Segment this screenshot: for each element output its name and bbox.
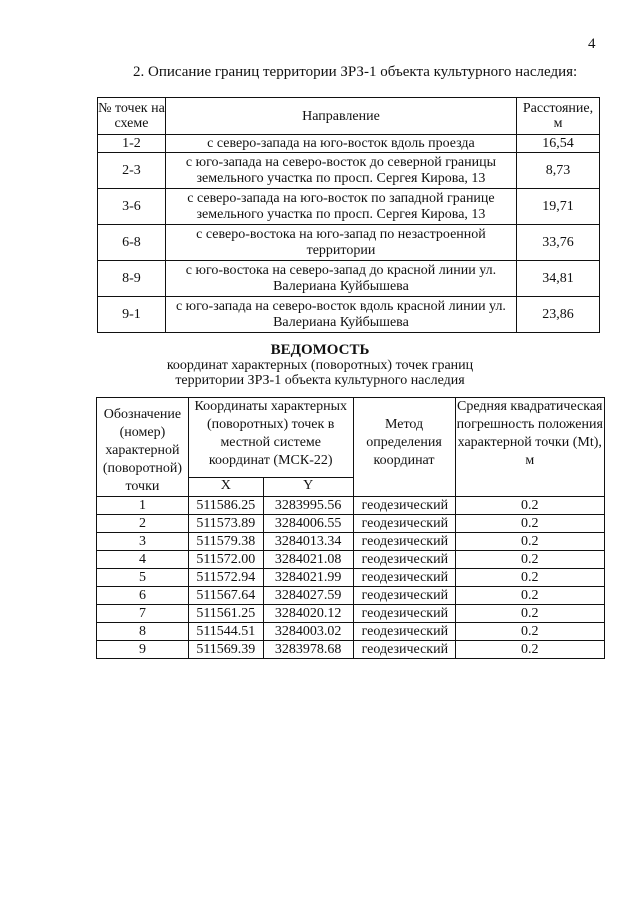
table-row [98,261,600,297]
table-row [97,641,605,659]
direction-cell: с северо-запада на юго-восток вдоль проезда [165,135,516,153]
direction-table [97,97,600,333]
point-number: 4 [97,551,189,569]
point-cell: 2-3 [98,153,166,189]
method-value: геодезический [353,605,455,623]
x-value: 511579.38 [188,533,263,551]
vedomost-subtitle-line1: координат характерных (поворотных) точек границ [166,358,474,373]
header-direction: Направление [165,98,516,135]
y-value: 3284013.34 [263,533,353,551]
point-number: 6 [97,587,189,605]
x-value: 511567.64 [188,587,263,605]
method-value: геодезический [353,551,455,569]
distance-cell: 8,73 [517,153,600,189]
point-cell: 9-1 [98,297,166,333]
vedomost-title: ВЕДОМОСТЬ [270,342,370,358]
y-value: 3284021.08 [263,551,353,569]
table-row [97,515,605,533]
method-value: геодезический [353,623,455,641]
table-row [97,569,605,587]
error-value: 0.2 [455,587,604,605]
method-value: геодезический [353,497,455,515]
table-row [97,533,605,551]
y-value: 3283978.68 [263,641,353,659]
error-value: 0.2 [455,533,604,551]
error-value: 0.2 [455,641,604,659]
method-value: геодезический [353,587,455,605]
distance-cell: 19,71 [517,189,600,225]
distance-cell: 34,81 [517,261,600,297]
point-cell: 6-8 [98,225,166,261]
table-row [97,587,605,605]
table-row [98,135,600,153]
vedomost-heading [0,343,640,388]
header-y: Y [263,478,353,497]
table-row [98,153,600,189]
x-value: 511569.39 [188,641,263,659]
header-coordinates: Координаты характерных (поворотных) точек в местной системе координат (МСК-22) [188,398,353,478]
distance-cell: 33,76 [517,225,600,261]
x-value: 511586.25 [188,497,263,515]
table-row [97,605,605,623]
vedomost-subtitle-line2: территории ЗРЗ-1 объекта культурного наследия [175,373,465,388]
table-row [97,551,605,569]
error-value: 0.2 [455,623,604,641]
method-value: геодезический [353,515,455,533]
direction-cell: с юго-запада на северо-восток вдоль красной линии ул. Валериана Куйбышева [165,297,516,333]
x-value: 511572.94 [188,569,263,587]
coordinates-table [96,397,605,659]
direction-cell: с юго-востока на северо-запад до красной линии ул. Валериана Куйбышева [165,261,516,297]
error-value: 0.2 [455,551,604,569]
method-value: геодезический [353,533,455,551]
y-value: 3283995.56 [263,497,353,515]
direction-cell: с юго-запада на северо-восток до северной границы земельного участка по просп. Сергея Кирова, 13 [165,153,516,189]
y-value: 3284006.55 [263,515,353,533]
header-designation: Обозначение (номер) характерной (поворотной) точки [97,398,189,497]
table-row [98,297,600,333]
header-point: № точек на схеме [98,98,166,135]
header-method: Метод определения координат [353,398,455,497]
x-value: 511561.25 [188,605,263,623]
method-value: геодезический [353,641,455,659]
point-number: 8 [97,623,189,641]
y-value: 3284020.12 [263,605,353,623]
y-value: 3284027.59 [263,587,353,605]
y-value: 3284003.02 [263,623,353,641]
table-row [98,189,600,225]
section-title: 2. Описание границ территории ЗРЗ-1 объекта культурного наследия: [133,64,578,80]
point-cell: 8-9 [98,261,166,297]
table-row [97,623,605,641]
x-value: 511572.00 [188,551,263,569]
point-number: 7 [97,605,189,623]
direction-cell: с северо-запада на юго-восток по западной границе земельного участка по просп. Сергея Кирова, 13 [165,189,516,225]
coordinates-table-header [97,398,605,478]
direction-table-header [98,98,600,135]
point-cell: 1-2 [98,135,166,153]
error-value: 0.2 [455,569,604,587]
error-value: 0.2 [455,497,604,515]
point-number: 9 [97,641,189,659]
x-value: 511573.89 [188,515,263,533]
page-number: 4 [588,36,596,52]
header-distance: Расстояние, м [517,98,600,135]
method-value: геодезический [353,569,455,587]
direction-cell: с северо-востока на юго-запад по незастроенной территории [165,225,516,261]
point-number: 5 [97,569,189,587]
point-cell: 3-6 [98,189,166,225]
y-value: 3284021.99 [263,569,353,587]
point-number: 1 [97,497,189,515]
distance-cell: 23,86 [517,297,600,333]
distance-cell: 16,54 [517,135,600,153]
error-value: 0.2 [455,515,604,533]
header-x: X [188,478,263,497]
table-row [98,225,600,261]
error-value: 0.2 [455,605,604,623]
point-number: 2 [97,515,189,533]
x-value: 511544.51 [188,623,263,641]
header-error: Средняя квадратическая погрешность положения характерной точки (Mt), м [455,398,604,497]
point-number: 3 [97,533,189,551]
table-row [97,497,605,515]
